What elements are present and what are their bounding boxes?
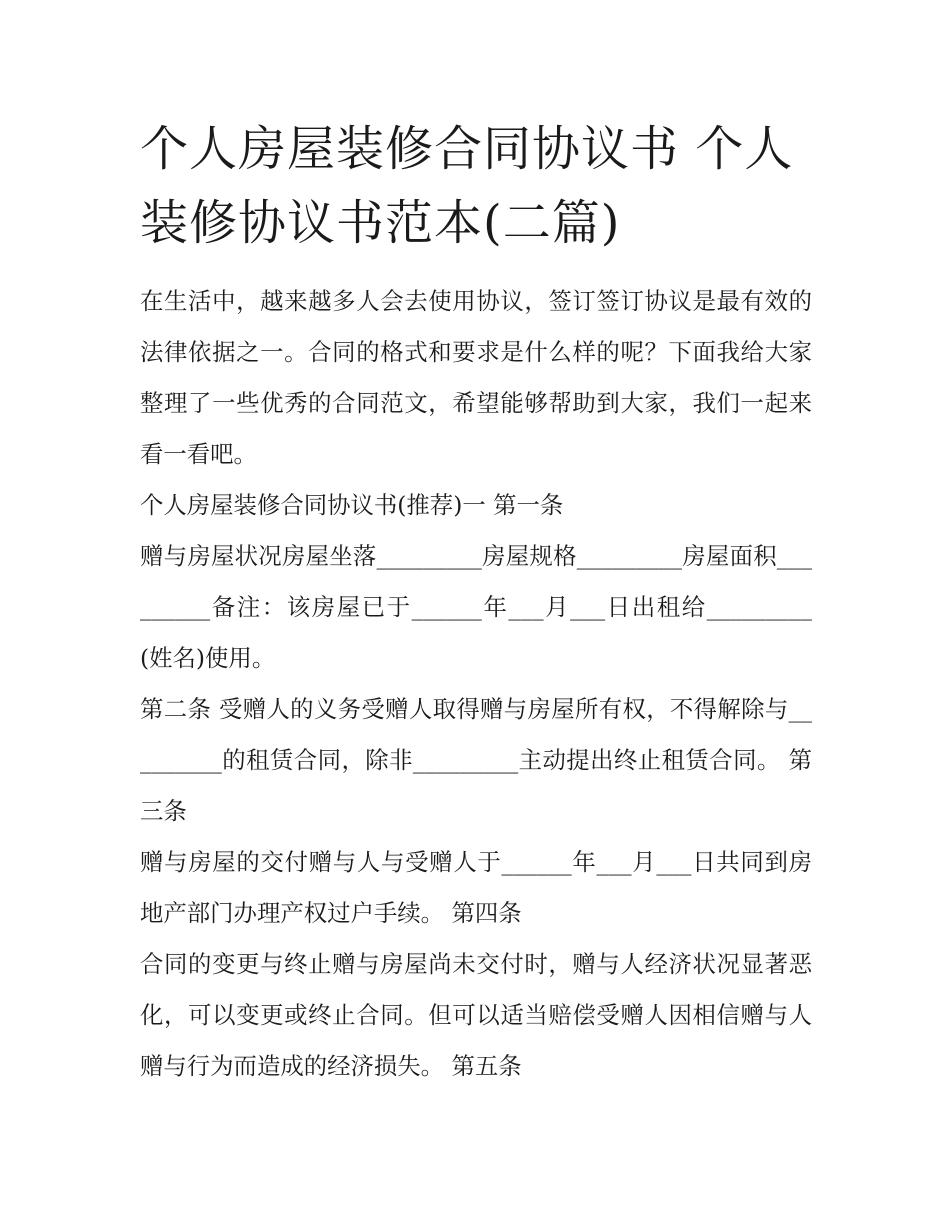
article-3-paragraph: 赠与房屋的交付赠与人与受赠人于______年___月___日共同到房地产部门办理产权过户手续。 第四条	[140, 848, 812, 927]
intro-paragraph: 在生活中，越来越多人会去使用协议，签订签订协议是最有效的法律依据之一。合同的格式和要求是什么样的呢？下面我给大家整理了一些优秀的合同范文，希望能够帮助到大家，我们一起来看一看吧。	[140, 287, 812, 468]
article-2-paragraph: 第二条 受赠人的义务受赠人取得赠与房屋所有权，不得解除与_________的租赁合同，除非_________主动提出终止租赁合同。 第三条	[140, 695, 812, 825]
article-4-paragraph: 合同的变更与终止赠与房屋尚未交付时，赠与人经济状况显著恶化，可以变更或终止合同。但可以适当赔偿受赠人因相信赠与人赠与行为而造成的经济损失。 第五条	[140, 950, 812, 1080]
document-title: 个人房屋装修合同协议书 个人装修协议书范本(二篇)	[140, 121, 794, 251]
article-1-paragraph: 赠与房屋状况房屋坐落_________房屋规格_________房屋面积_________备注：该房屋已于______年___月___日出租给_________(姓名)使用。	[140, 542, 812, 672]
document-body	[140, 276, 812, 1092]
contract-heading: 个人房屋装修合同协议书(推荐)一 第一条	[140, 491, 564, 519]
